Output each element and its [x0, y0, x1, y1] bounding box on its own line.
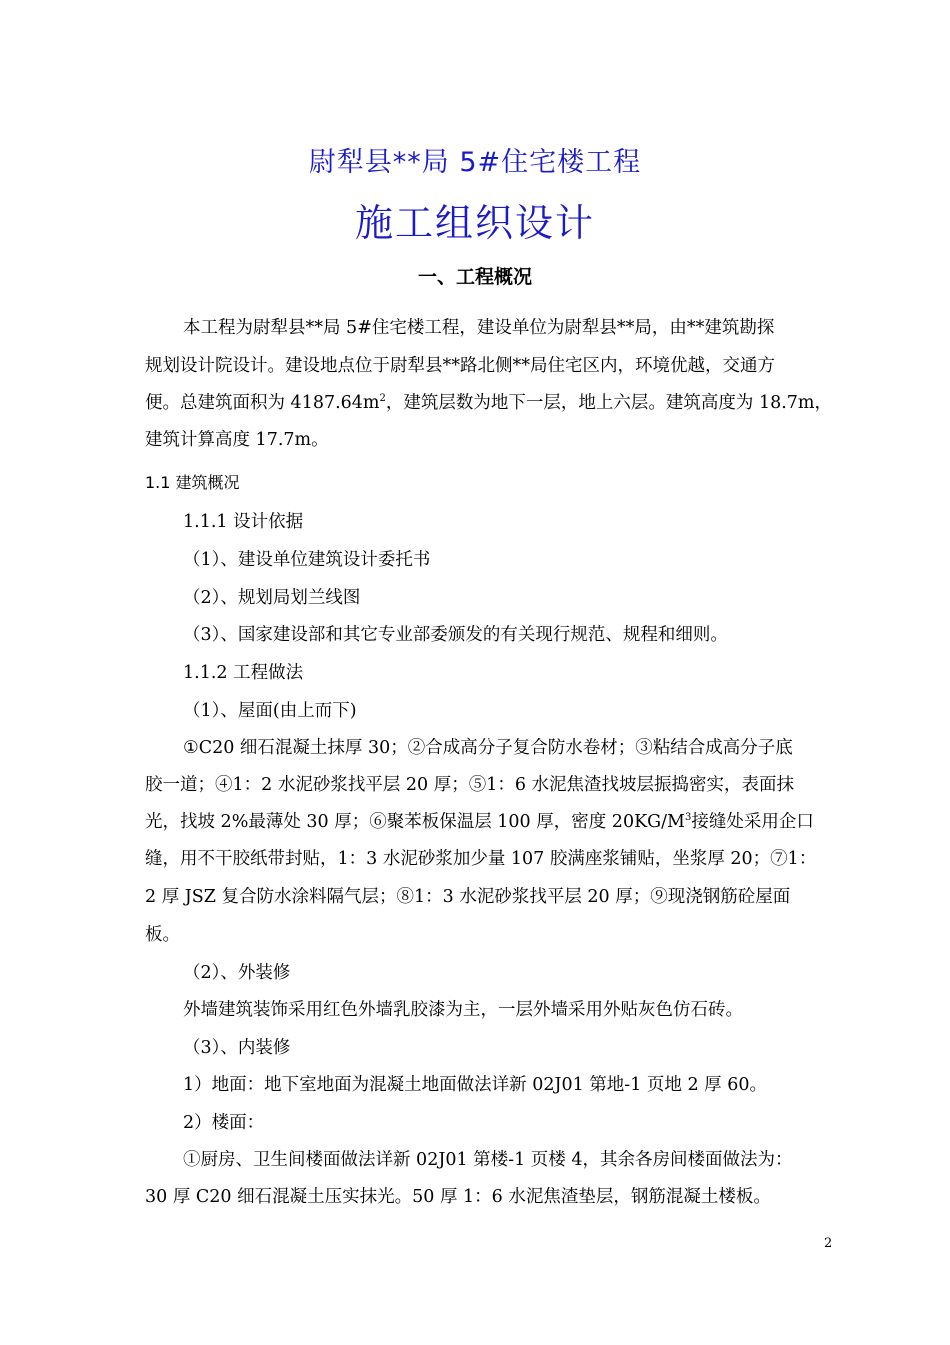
roof-line-3a: 光，找坡 2%最薄处 30 厚；⑥聚苯板保温层 100 厚，密度 20KG/M [145, 812, 685, 832]
floor-upper-line-2: 30 厚 C20 细石混凝土压实抹光。50 厚 1：6 水泥焦渣垫层，钢筋混凝土楼板。 [145, 1187, 771, 1207]
exterior-heading: （2）、外装修 [183, 963, 291, 983]
document-title: 施工组织设计 [354, 201, 595, 245]
intro-line-4: 建筑计算高度 17.7m。 [145, 430, 329, 450]
area-superscript: 2 [379, 393, 386, 405]
roof-line-1: ①C20 细石混凝土抹厚 30；②合成高分子复合防水卷材；③粘结合成高分子底 [183, 738, 793, 758]
subsection-heading: 1.1 建筑概况 [145, 473, 240, 492]
roof-line-3b: 接缝处采用企口 [691, 812, 814, 832]
intro-line-3b: ，建筑层数为地下一层，地上六层。建筑高度为 18.7m， [385, 393, 833, 413]
intro-line-1: 本工程为尉犁县**局 5#住宅楼工程，建设单位为尉犁县**局，由**建筑勘探 [183, 318, 775, 338]
roof-line-3 [145, 808, 814, 833]
design-basis-heading: 1.1.1 设计依据 [183, 512, 304, 532]
intro-line-3 [145, 389, 832, 414]
intro-line-3a: 便。总建筑面积为 4187.64m [145, 393, 380, 413]
design-basis-item-3: （3）、国家建设部和其它专业部委颁发的有关现行规范、规程和细则。 [183, 625, 728, 645]
roof-line-5: 2 厚 JSZ 复合防水涂料隔气层；⑧1：3 水泥砂浆找平层 20 厚；⑨现浇钢筋砼屋面 [145, 887, 791, 907]
interior-heading: （3）、内装修 [183, 1038, 291, 1058]
design-basis-item-2: （2）、规划局划兰线图 [183, 588, 361, 608]
page-number: 2 [824, 1236, 833, 1251]
roof-heading: （1）、屋面(由上而下) [183, 701, 357, 721]
section-heading: 一、工程概况 [417, 266, 532, 288]
floor-upper-line-1: ①厨房、卫生间楼面做法详新 02J01 第楼-1 页楼 4，其余各房间楼面做法为： [183, 1150, 793, 1170]
exterior-text: 外墙建筑装饰采用红色外墙乳胶漆为主，一层外墙采用外贴灰色仿石砖。 [183, 1000, 743, 1020]
floor-ground: 1）地面：地下室地面为混凝土地面做法详新 02J01 第地-1 页地 2 厚 60。 [183, 1075, 768, 1095]
roof-line-6: 板。 [145, 925, 180, 945]
roof-line-4: 缝，用不干胶纸带封贴，1：3 水泥砂浆加少量 107 胶满座浆铺贴，坐浆厚 20；⑦1： [145, 849, 817, 869]
practice-heading: 1.1.2 工程做法 [183, 663, 304, 683]
design-basis-item-1: （1）、建设单位建筑设计委托书 [183, 550, 431, 570]
roof-line-2: 胶一道；④1：2 水泥砂浆找平层 20 厚；⑤1：6 水泥焦渣找坡层振捣密实，表面抹 [145, 775, 795, 795]
floor-upper-heading: 2）楼面： [183, 1113, 265, 1133]
intro-line-2: 规划设计院设计。建设地点位于尉犁县**路北侧**局住宅区内，环境优越，交通方 [145, 356, 775, 376]
density-superscript: 3 [684, 812, 692, 824]
project-title: 尉犁县**局 5#住宅楼工程 [308, 147, 642, 178]
